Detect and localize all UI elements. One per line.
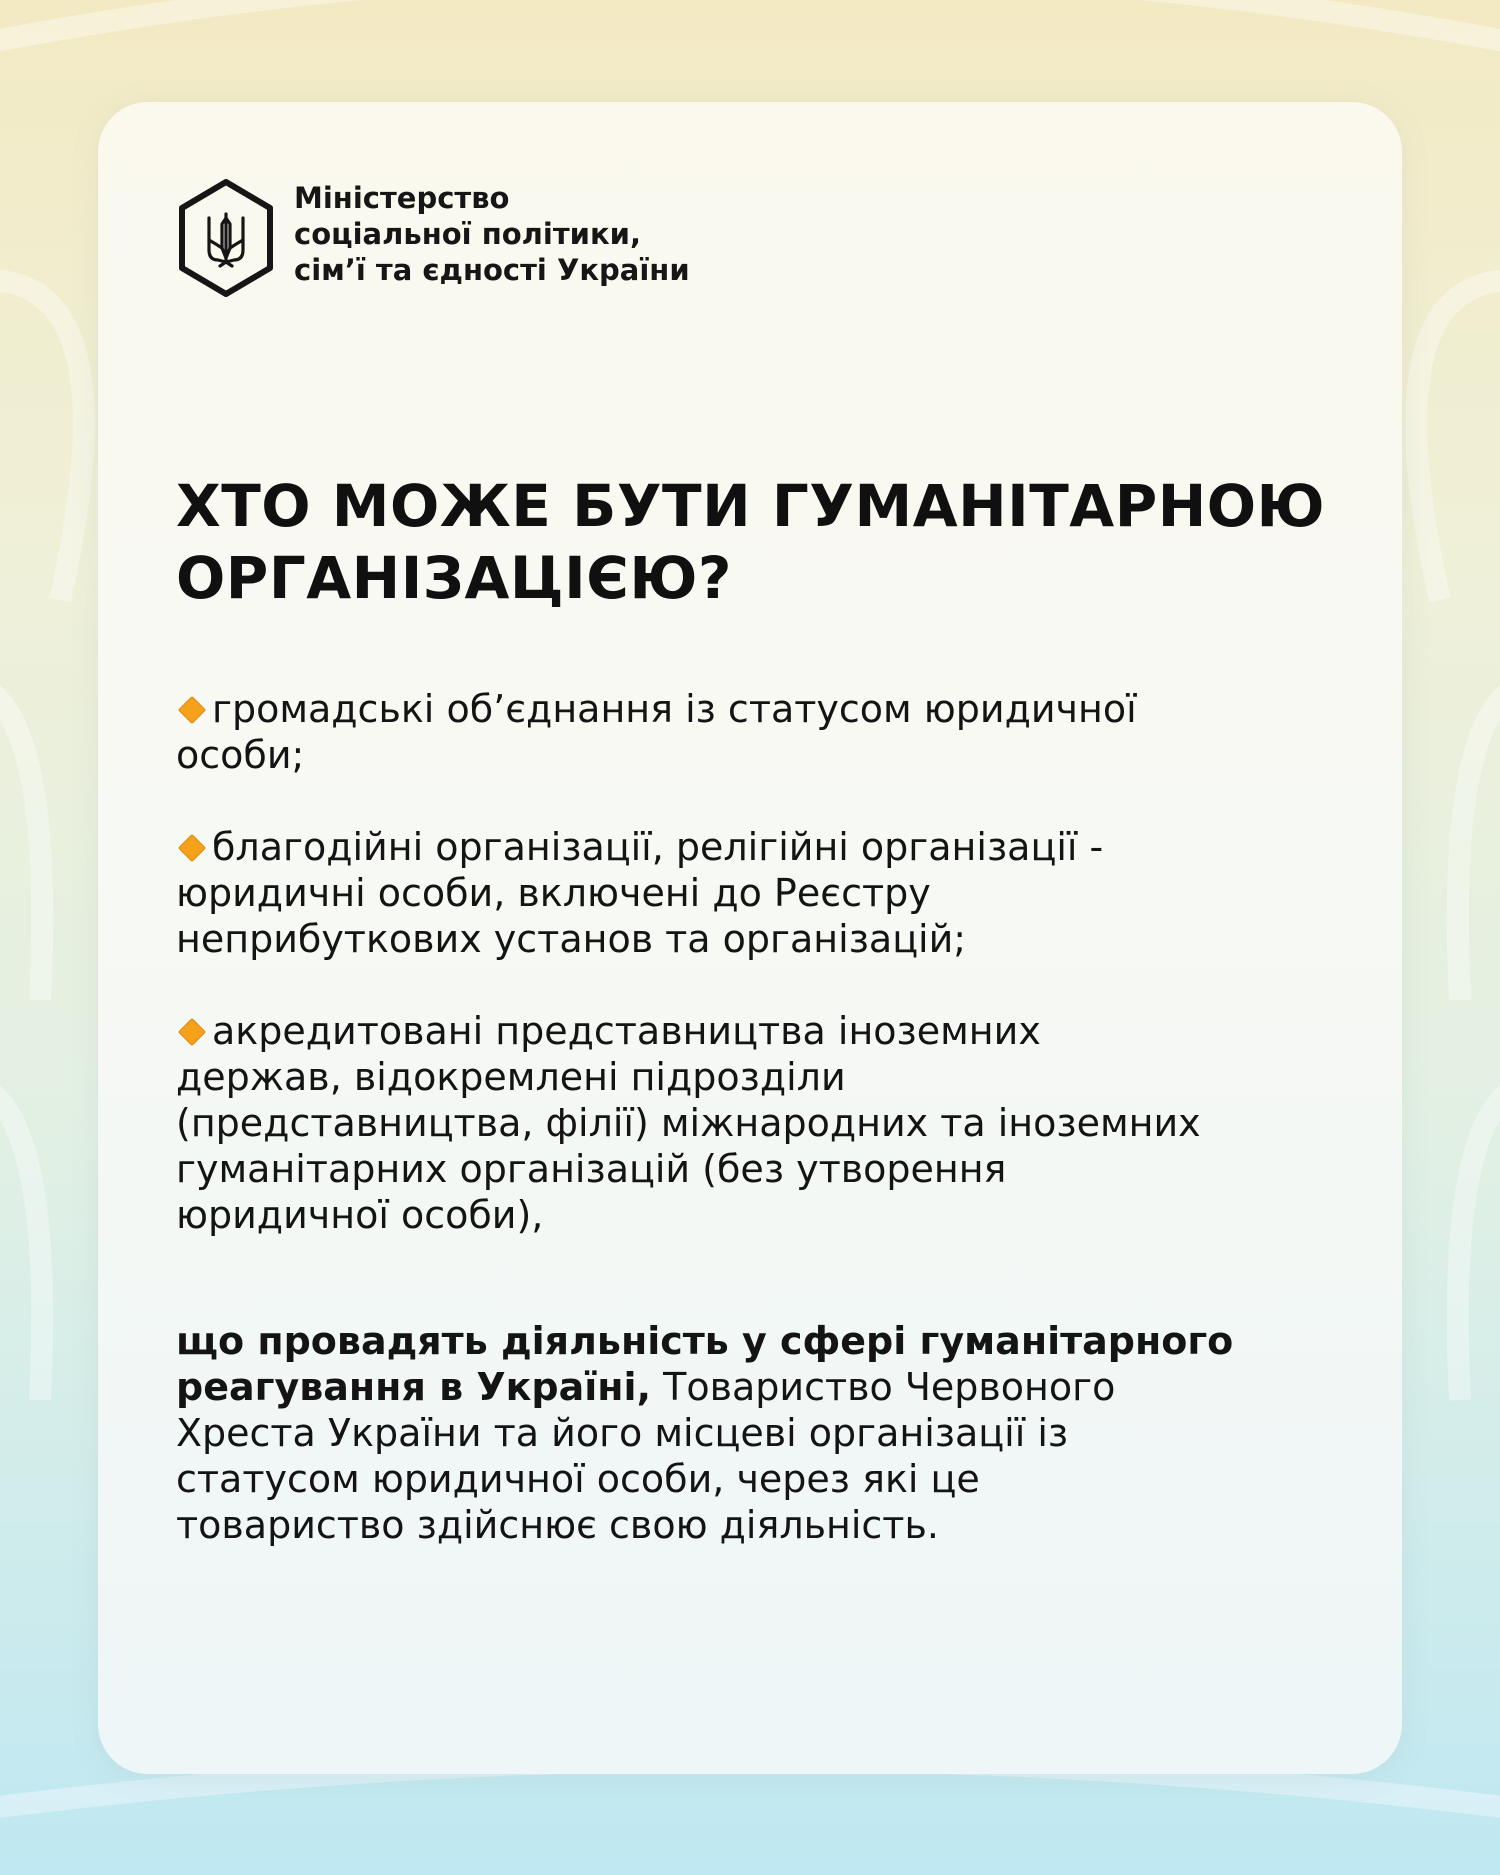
orange-diamond-icon xyxy=(178,695,206,723)
list-item-text: громадські об’єднання із статусом юридичної xyxy=(212,687,1137,731)
organization-types-list xyxy=(176,686,1376,1284)
list-item-text: неприбуткових установ та організацій; xyxy=(176,917,967,961)
orange-diamond-icon xyxy=(178,1017,206,1045)
ministry-name-line: Міністерство xyxy=(294,181,510,215)
title-line: ОРГАНІЗАЦІЄЮ? xyxy=(176,544,733,612)
closing-bold-text: що провадять діяльність у сфері гуманітарного xyxy=(176,1319,1234,1363)
closing-text: статусом юридичної особи, через які це xyxy=(176,1457,980,1501)
ministry-name-line: сім’ї та єдності України xyxy=(294,253,690,287)
list-item-text: держав, відокремлені підрозділи xyxy=(176,1055,846,1099)
list-item-text: благодійні організації, релігійні організації - xyxy=(212,825,1104,869)
list-item-text: юридичної особи), xyxy=(176,1193,544,1237)
list-item-text: акредитовані представництва іноземних xyxy=(212,1009,1041,1053)
list-item xyxy=(176,686,1376,778)
list-item-text: гуманітарних організацій (без утворення xyxy=(176,1147,1007,1191)
list-item xyxy=(176,1008,1376,1238)
list-item-text: юридичні особи, включені до Реєстру xyxy=(176,871,931,915)
page-title xyxy=(176,470,1325,614)
ministry-name xyxy=(294,180,690,288)
closing-bold-text: реагування в Україні, xyxy=(176,1365,652,1409)
list-item xyxy=(176,824,1376,962)
ministry-name-line: соціальної політики, xyxy=(294,217,641,251)
list-item-text: (представництва, філії) міжнародних та іноземних xyxy=(176,1101,1201,1145)
closing-paragraph xyxy=(176,1318,1376,1548)
closing-text: Хреста України та його місцеві організації із xyxy=(176,1411,1069,1455)
tryzub-hexagon-icon xyxy=(176,178,276,298)
title-line: ХТО МОЖЕ БУТИ ГУМАНІТАРНОЮ xyxy=(176,472,1326,540)
orange-diamond-icon xyxy=(178,833,206,861)
closing-text: Товариство Червоного xyxy=(651,1365,1116,1409)
closing-text: товариство здійснює свою діяльність. xyxy=(176,1503,939,1547)
list-item-text: особи; xyxy=(176,733,305,777)
